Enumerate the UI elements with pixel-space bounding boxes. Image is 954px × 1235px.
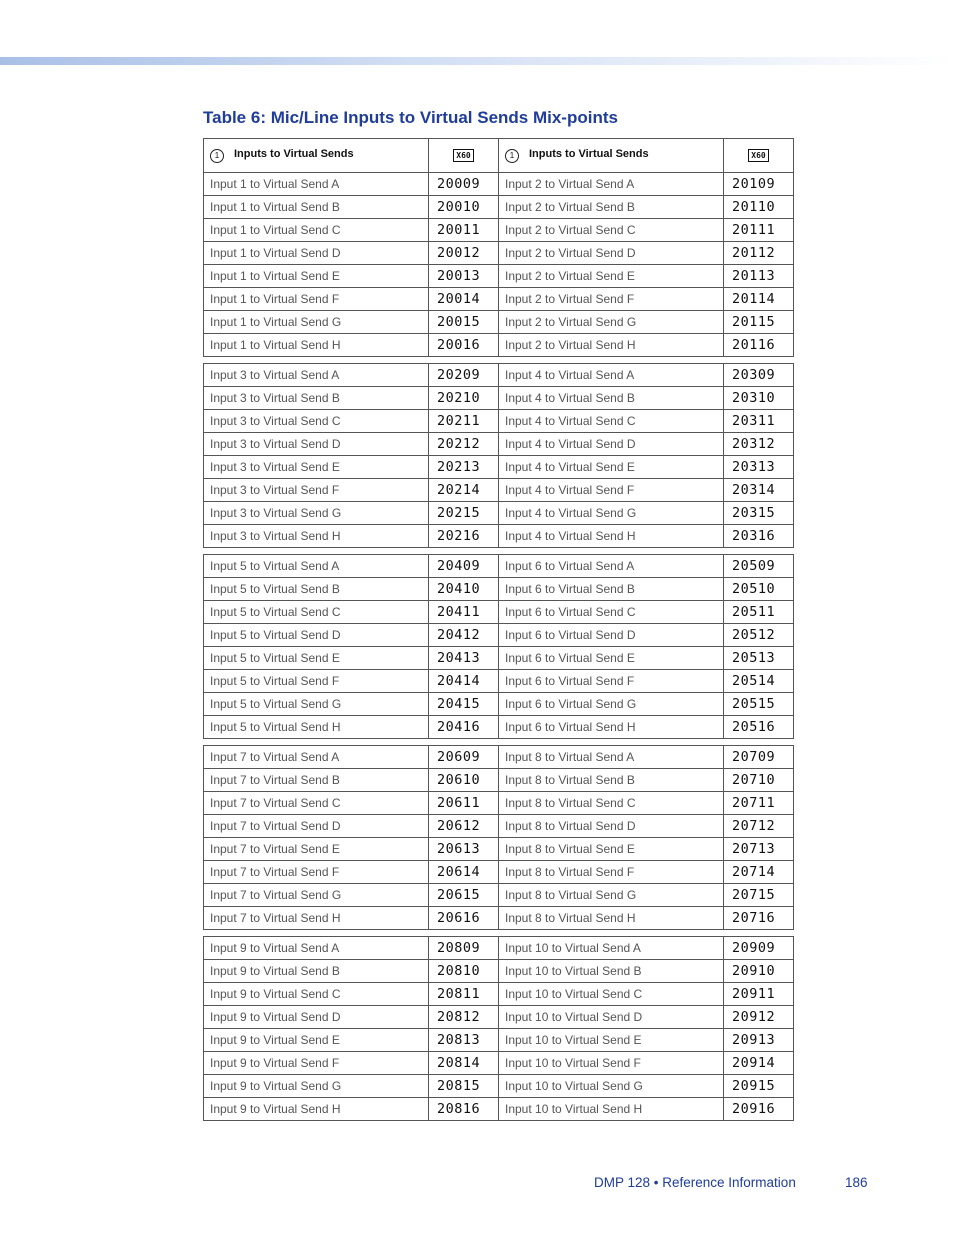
send-name-right: Input 6 to Virtual Send G [499,693,724,716]
send-name-right: Input 2 to Virtual Send H [499,334,724,357]
header-code-left [429,139,499,173]
send-name-left: Input 1 to Virtual Send G [204,311,429,334]
mixpoint-code-left: 20013 [429,265,499,288]
circled-number-icon: 1 [210,149,224,163]
send-name-right: Input 6 to Virtual Send E [499,647,724,670]
mixpoint-code-right: 20516 [724,716,794,739]
table-row [204,265,794,288]
send-name-right: Input 10 to Virtual Send C [499,983,724,1006]
send-name-left: Input 9 to Virtual Send D [204,1006,429,1029]
table-row [204,792,794,815]
send-name-left: Input 1 to Virtual Send C [204,219,429,242]
group-separator [204,739,794,746]
table-row [204,861,794,884]
send-name-right: Input 6 to Virtual Send F [499,670,724,693]
mixpoint-code-right: 20510 [724,578,794,601]
mixpoint-code-left: 20612 [429,815,499,838]
send-name-right: Input 2 to Virtual Send E [499,265,724,288]
send-name-left: Input 1 to Virtual Send F [204,288,429,311]
send-name-left: Input 7 to Virtual Send E [204,838,429,861]
table-row [204,578,794,601]
mixpoint-code-left: 20413 [429,647,499,670]
table-row [204,1006,794,1029]
send-name-left: Input 7 to Virtual Send A [204,746,429,769]
send-name-right: Input 6 to Virtual Send C [499,601,724,624]
send-name-right: Input 4 to Virtual Send G [499,502,724,525]
send-name-right: Input 4 to Virtual Send D [499,433,724,456]
table-row [204,479,794,502]
separator-cell [204,357,794,364]
send-name-left: Input 9 to Virtual Send B [204,960,429,983]
send-name-left: Input 9 to Virtual Send C [204,983,429,1006]
mixpoint-code-left: 20812 [429,1006,499,1029]
mixpoint-code-left: 20616 [429,907,499,930]
send-name-left: Input 3 to Virtual Send G [204,502,429,525]
send-name-left: Input 1 to Virtual Send D [204,242,429,265]
table-row [204,937,794,960]
send-name-left: Input 5 to Virtual Send D [204,624,429,647]
send-name-right: Input 4 to Virtual Send C [499,410,724,433]
mixpoint-code-right: 20513 [724,647,794,670]
send-name-left: Input 9 to Virtual Send E [204,1029,429,1052]
send-name-left: Input 7 to Virtual Send B [204,769,429,792]
mixpoint-code-right: 20512 [724,624,794,647]
mixpoint-code-right: 20109 [724,173,794,196]
send-name-left: Input 7 to Virtual Send C [204,792,429,815]
mixpoint-code-right: 20715 [724,884,794,907]
mixpoint-code-left: 20016 [429,334,499,357]
send-name-right: Input 8 to Virtual Send D [499,815,724,838]
mixpoint-code-left: 20010 [429,196,499,219]
send-name-left: Input 3 to Virtual Send E [204,456,429,479]
table-row [204,983,794,1006]
circled-number-icon: 1 [505,149,519,163]
send-name-left: Input 5 to Virtual Send H [204,716,429,739]
table-row [204,1029,794,1052]
send-name-right: Input 10 to Virtual Send G [499,1075,724,1098]
table-row [204,769,794,792]
table-row [204,525,794,548]
send-name-right: Input 6 to Virtual Send D [499,624,724,647]
mixpoint-code-left: 20415 [429,693,499,716]
mixpoint-code-right: 20910 [724,960,794,983]
mixpoint-code-left: 20412 [429,624,499,647]
mixpoint-code-left: 20411 [429,601,499,624]
send-name-right: Input 8 to Virtual Send B [499,769,724,792]
mixpoint-code-right: 20111 [724,219,794,242]
send-name-right: Input 2 to Virtual Send D [499,242,724,265]
send-name-left: Input 5 to Virtual Send F [204,670,429,693]
header-label: Inputs to Virtual Sends [529,148,649,160]
x60-badge: X60 [748,149,768,162]
x60-badge: X60 [453,149,473,162]
table-row [204,1052,794,1075]
send-name-right: Input 10 to Virtual Send D [499,1006,724,1029]
mixpoint-code-right: 20713 [724,838,794,861]
header-code-right [724,139,794,173]
table-row [204,693,794,716]
send-name-left: Input 9 to Virtual Send F [204,1052,429,1075]
send-name-left: Input 5 to Virtual Send C [204,601,429,624]
header-accent-bar [0,57,954,65]
mix-points-table [203,138,794,1121]
mixpoint-code-right: 20110 [724,196,794,219]
mixpoint-code-right: 20515 [724,693,794,716]
send-name-left: Input 3 to Virtual Send B [204,387,429,410]
table-row [204,433,794,456]
send-name-left: Input 3 to Virtual Send C [204,410,429,433]
mixpoint-code-left: 20211 [429,410,499,433]
send-name-left: Input 7 to Virtual Send F [204,861,429,884]
send-name-right: Input 2 to Virtual Send F [499,288,724,311]
send-name-right: Input 8 to Virtual Send H [499,907,724,930]
footer-doc-title: DMP 128 • Reference Information [594,1175,796,1190]
mixpoint-code-right: 20909 [724,937,794,960]
table-title: Table 6: Mic/Line Inputs to Virtual Sends Mix-points [203,108,618,127]
page-number: 186 [845,1175,868,1190]
mixpoint-code-left: 20614 [429,861,499,884]
group-separator [204,548,794,555]
mixpoint-code-right: 20113 [724,265,794,288]
table-row [204,364,794,387]
send-name-right: Input 8 to Virtual Send E [499,838,724,861]
send-name-left: Input 1 to Virtual Send H [204,334,429,357]
send-name-left: Input 3 to Virtual Send D [204,433,429,456]
header-inputs-left [204,139,429,173]
group-separator [204,357,794,364]
table-row [204,907,794,930]
send-name-left: Input 7 to Virtual Send D [204,815,429,838]
mixpoint-code-left: 20409 [429,555,499,578]
mixpoint-code-left: 20610 [429,769,499,792]
mixpoint-code-left: 20014 [429,288,499,311]
mixpoint-code-left: 20813 [429,1029,499,1052]
separator-cell [204,739,794,746]
separator-cell [204,548,794,555]
send-name-left: Input 5 to Virtual Send G [204,693,429,716]
mixpoint-code-right: 20116 [724,334,794,357]
separator-cell [204,930,794,937]
send-name-left: Input 5 to Virtual Send E [204,647,429,670]
mixpoint-code-left: 20214 [429,479,499,502]
table-row [204,311,794,334]
mixpoint-code-right: 20514 [724,670,794,693]
table-row [204,1098,794,1121]
mixpoint-code-left: 20209 [429,364,499,387]
mixpoint-code-right: 20315 [724,502,794,525]
table-row [204,960,794,983]
table-row [204,173,794,196]
table-row [204,555,794,578]
mixpoint-code-left: 20213 [429,456,499,479]
send-name-left: Input 1 to Virtual Send A [204,173,429,196]
send-name-left: Input 3 to Virtual Send H [204,525,429,548]
send-name-right: Input 2 to Virtual Send G [499,311,724,334]
mixpoint-code-right: 20314 [724,479,794,502]
mixpoint-code-left: 20012 [429,242,499,265]
send-name-right: Input 8 to Virtual Send G [499,884,724,907]
table-row [204,838,794,861]
send-name-left: Input 7 to Virtual Send G [204,884,429,907]
mixpoint-code-right: 20709 [724,746,794,769]
send-name-right: Input 10 to Virtual Send A [499,937,724,960]
mixpoint-code-right: 20711 [724,792,794,815]
mixpoint-code-left: 20609 [429,746,499,769]
mixpoint-code-right: 20714 [724,861,794,884]
mixpoint-code-left: 20811 [429,983,499,1006]
send-name-left: Input 3 to Virtual Send A [204,364,429,387]
send-name-right: Input 2 to Virtual Send A [499,173,724,196]
table-row [204,716,794,739]
mixpoint-code-right: 20509 [724,555,794,578]
mixpoint-code-right: 20511 [724,601,794,624]
send-name-left: Input 1 to Virtual Send B [204,196,429,219]
table-row [204,670,794,693]
table-row [204,624,794,647]
mixpoint-code-left: 20416 [429,716,499,739]
send-name-left: Input 3 to Virtual Send F [204,479,429,502]
header-inputs-right [499,139,724,173]
table-row [204,601,794,624]
table-row [204,502,794,525]
header-label: Inputs to Virtual Sends [234,148,354,160]
mixpoint-code-right: 20710 [724,769,794,792]
send-name-right: Input 4 to Virtual Send E [499,456,724,479]
table-row [204,815,794,838]
send-name-right: Input 10 to Virtual Send H [499,1098,724,1121]
mixpoint-code-right: 20114 [724,288,794,311]
send-name-right: Input 6 to Virtual Send H [499,716,724,739]
table-row [204,288,794,311]
mixpoint-code-left: 20015 [429,311,499,334]
send-name-right: Input 4 to Virtual Send A [499,364,724,387]
mixpoint-code-left: 20611 [429,792,499,815]
send-name-right: Input 6 to Virtual Send A [499,555,724,578]
mixpoint-code-right: 20313 [724,456,794,479]
mixpoint-code-right: 20915 [724,1075,794,1098]
mixpoint-code-left: 20816 [429,1098,499,1121]
table-row [204,647,794,670]
send-name-left: Input 7 to Virtual Send H [204,907,429,930]
send-name-right: Input 10 to Virtual Send E [499,1029,724,1052]
table-header-row [204,139,794,173]
send-name-left: Input 1 to Virtual Send E [204,265,429,288]
table-row [204,219,794,242]
mixpoint-code-right: 20716 [724,907,794,930]
mixpoint-code-right: 20309 [724,364,794,387]
mixpoint-code-left: 20414 [429,670,499,693]
mixpoint-code-left: 20809 [429,937,499,960]
mixpoint-code-right: 20912 [724,1006,794,1029]
table-row [204,746,794,769]
mixpoint-code-right: 20311 [724,410,794,433]
mixpoint-code-left: 20814 [429,1052,499,1075]
mixpoint-code-left: 20210 [429,387,499,410]
table-row [204,410,794,433]
table-body [204,173,794,1121]
mixpoint-code-right: 20712 [724,815,794,838]
send-name-left: Input 9 to Virtual Send H [204,1098,429,1121]
mixpoint-code-left: 20810 [429,960,499,983]
table-row [204,334,794,357]
mixpoint-code-right: 20914 [724,1052,794,1075]
send-name-left: Input 9 to Virtual Send A [204,937,429,960]
mixpoint-code-left: 20212 [429,433,499,456]
send-name-right: Input 6 to Virtual Send B [499,578,724,601]
mixpoint-code-right: 20112 [724,242,794,265]
send-name-right: Input 8 to Virtual Send C [499,792,724,815]
send-name-right: Input 4 to Virtual Send B [499,387,724,410]
mixpoint-code-left: 20613 [429,838,499,861]
send-name-left: Input 5 to Virtual Send A [204,555,429,578]
send-name-left: Input 9 to Virtual Send G [204,1075,429,1098]
send-name-right: Input 2 to Virtual Send C [499,219,724,242]
group-separator [204,930,794,937]
mixpoint-code-right: 20316 [724,525,794,548]
send-name-left: Input 5 to Virtual Send B [204,578,429,601]
send-name-right: Input 10 to Virtual Send F [499,1052,724,1075]
mixpoint-code-left: 20215 [429,502,499,525]
table-row [204,242,794,265]
send-name-right: Input 4 to Virtual Send H [499,525,724,548]
mixpoint-code-right: 20913 [724,1029,794,1052]
mixpoint-code-left: 20815 [429,1075,499,1098]
mixpoint-code-right: 20312 [724,433,794,456]
send-name-right: Input 8 to Virtual Send F [499,861,724,884]
send-name-right: Input 10 to Virtual Send B [499,960,724,983]
table-row [204,1075,794,1098]
mixpoint-code-left: 20009 [429,173,499,196]
send-name-right: Input 2 to Virtual Send B [499,196,724,219]
table-row [204,884,794,907]
table-row [204,196,794,219]
mixpoint-code-right: 20911 [724,983,794,1006]
mixpoint-code-right: 20916 [724,1098,794,1121]
send-name-right: Input 8 to Virtual Send A [499,746,724,769]
mixpoint-code-left: 20011 [429,219,499,242]
table-row [204,456,794,479]
send-name-right: Input 4 to Virtual Send F [499,479,724,502]
table-row [204,387,794,410]
mixpoint-code-right: 20310 [724,387,794,410]
mixpoint-code-left: 20216 [429,525,499,548]
mixpoint-code-left: 20615 [429,884,499,907]
mixpoint-code-right: 20115 [724,311,794,334]
mixpoint-code-left: 20410 [429,578,499,601]
